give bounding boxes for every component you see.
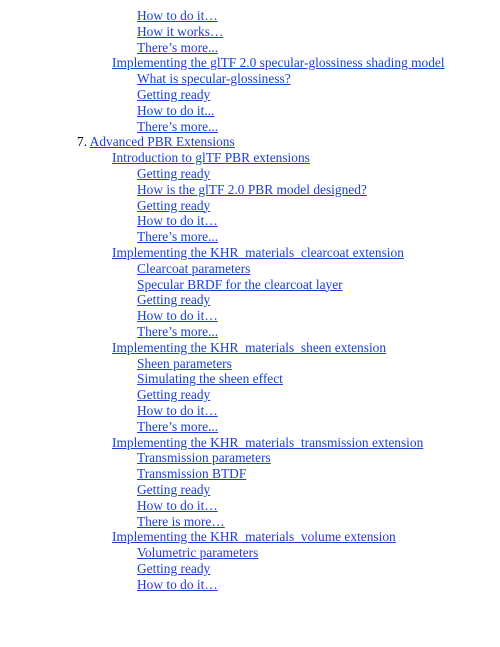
toc-subsection (137, 482, 210, 497)
toc-subsection (137, 324, 218, 339)
toc-link[interactable]: Implementing the KHR_materials_sheen extension (112, 339, 387, 355)
toc-section (112, 55, 445, 70)
toc-link[interactable]: There’s more... (137, 324, 219, 339)
toc-section (112, 435, 423, 450)
toc-subsection (137, 166, 210, 181)
toc-link[interactable]: How it works… (137, 23, 224, 39)
toc-link[interactable]: How to do it… (137, 8, 218, 23)
toc-subsection (137, 419, 218, 434)
toc-link[interactable]: Implementing the KHR_materials_transmission extension (112, 434, 424, 450)
toc-link[interactable]: There’s more... (137, 118, 219, 134)
toc-chapter (77, 134, 235, 149)
toc-subsection (137, 277, 343, 292)
toc-link[interactable]: Volumetric parameters (137, 545, 259, 561)
toc-link[interactable]: Simulating the sheen effect (137, 371, 283, 387)
toc-link[interactable]: Sheen parameters (137, 355, 232, 371)
toc-subsection (137, 71, 291, 86)
toc-link[interactable]: Introduction to glTF PBR extensions (112, 150, 310, 166)
toc-subsection (137, 387, 210, 402)
toc-link[interactable]: There’s more... (137, 229, 219, 245)
toc-subsection (137, 103, 214, 118)
toc-subsection (137, 545, 258, 560)
toc-subsection (137, 514, 225, 529)
chapter-number: 7. (77, 134, 88, 150)
toc-link[interactable]: How to do it… (137, 576, 218, 592)
toc-link[interactable]: How to do it… (137, 308, 218, 324)
toc-subsection (137, 308, 218, 323)
toc-link[interactable]: Implementing the KHR_materials_clearcoat extension (112, 245, 404, 260)
toc-subsection (137, 403, 218, 418)
toc-subsection (137, 87, 210, 102)
toc-link[interactable]: Implementing the glTF 2.0 specular-glossiness shading model (112, 55, 445, 71)
toc-link[interactable]: There’s more... (137, 418, 219, 434)
toc-subsection (137, 213, 218, 228)
toc-link[interactable]: What is specular-glossiness? (137, 71, 291, 87)
toc-link[interactable]: How to do it... (137, 102, 215, 118)
toc-subsection (137, 498, 218, 513)
toc-link[interactable]: How to do it… (137, 403, 218, 418)
toc-subsection (137, 450, 271, 465)
toc-link[interactable]: Clearcoat parameters (137, 260, 251, 276)
toc-link[interactable]: Getting ready (137, 561, 211, 576)
toc-subsection (137, 24, 223, 39)
toc-link[interactable]: How to do it… (137, 213, 218, 229)
toc-link[interactable]: Advanced PBR Extensions (89, 134, 235, 150)
toc-subsection (137, 182, 367, 197)
toc-link[interactable]: There is more… (137, 513, 225, 529)
toc-section (112, 245, 404, 260)
toc-subsection (137, 292, 210, 307)
toc-section (112, 529, 396, 544)
toc-subsection (137, 261, 250, 276)
toc-subsection (137, 40, 218, 55)
toc-link[interactable]: Transmission BTDF (137, 466, 247, 482)
toc-link[interactable]: How is the glTF 2.0 PBR model designed? (137, 181, 367, 197)
toc-subsection (137, 561, 210, 576)
toc-link[interactable]: Getting ready (137, 87, 211, 102)
toc-link[interactable]: Transmission parameters (137, 450, 271, 466)
toc-subsection (137, 577, 218, 592)
toc-link[interactable]: There’s more... (137, 39, 219, 55)
toc-subsection (137, 229, 218, 244)
toc-subsection (137, 371, 283, 386)
toc-link[interactable]: Getting ready (137, 292, 211, 308)
toc-link[interactable]: Getting ready (137, 387, 211, 403)
toc-subsection (137, 356, 232, 371)
toc-subsection (137, 466, 246, 481)
toc-section (112, 340, 386, 355)
toc-link[interactable]: Getting ready (137, 166, 211, 181)
toc-subsection (137, 198, 210, 213)
toc-section (112, 150, 310, 165)
toc-link[interactable]: Getting ready (137, 197, 211, 213)
toc-link[interactable]: How to do it… (137, 497, 218, 513)
toc-link[interactable]: Getting ready (137, 482, 211, 497)
toc-subsection (137, 119, 218, 134)
toc-link[interactable]: Implementing the KHR_materials_volume extension (112, 529, 396, 545)
toc-subsection (137, 8, 218, 23)
toc-link[interactable]: Specular BRDF for the clearcoat layer (137, 276, 343, 292)
